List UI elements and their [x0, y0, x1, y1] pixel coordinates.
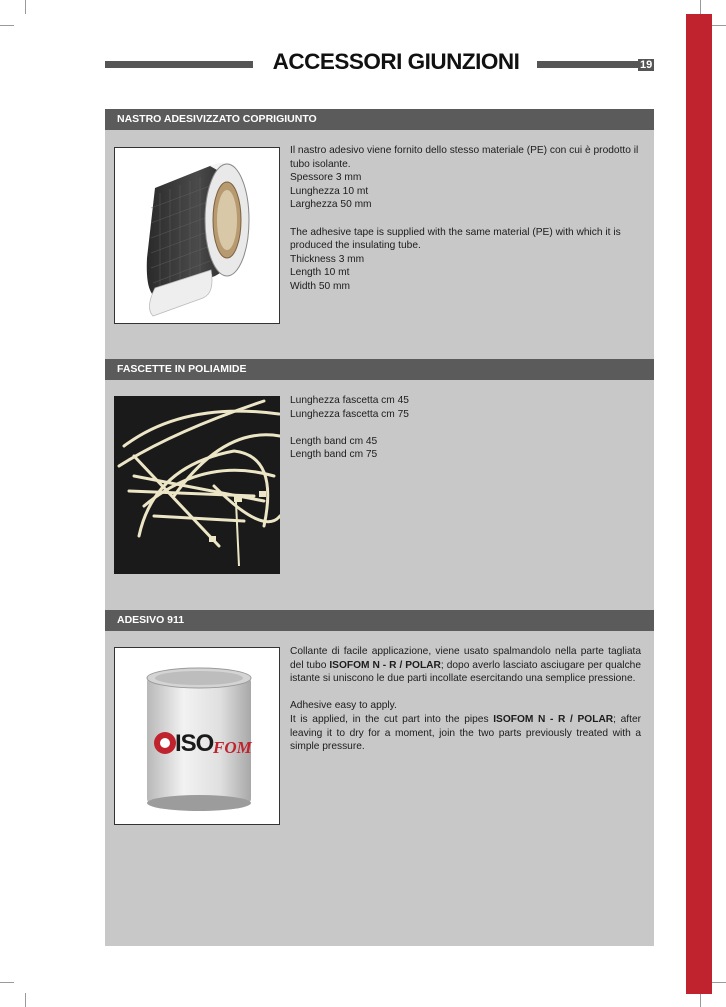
cable-ties-image: [114, 396, 280, 574]
tape-roll-image: [114, 147, 280, 324]
tape-text-en-4: Width 50 mm: [290, 280, 351, 292]
ties-text-en-1: Length band cm 45: [290, 435, 378, 447]
ties-text-en-2: Length band cm 75: [290, 449, 378, 461]
crop-mark: [700, 993, 701, 1007]
tape-text-en-1: The adhesive tape is supplied with the same material (PE) with which it is produced the insulating tube.: [290, 226, 621, 252]
page-title: ACCESSORI GIUNZIONI: [272, 49, 520, 74]
tape-description: [290, 144, 641, 294]
adhesive-text-it: Collante di facile applicazione, viene usato spalmandolo nella parte tagliata del tubo ISOFOM N - R / POLAR; dopo averlo lasciato asciugare per qualche istante si uniscono le due parti incollate esercitando una semplice pressione.: [290, 646, 641, 685]
red-side-band: [686, 14, 712, 994]
cable-ties-icon: [114, 396, 280, 574]
crop-mark: [700, 0, 701, 14]
tape-text-en-2: Thickness 3 mm: [290, 253, 365, 265]
tape-text-it-2: Spessore 3 mm: [290, 172, 362, 184]
crop-mark: [0, 982, 14, 983]
glue-can-image: [114, 647, 280, 825]
section-heading-adhesive: ADESIVO 911: [105, 610, 654, 631]
page-number: 19: [640, 59, 653, 71]
adhesive-description: [290, 645, 641, 754]
adhesive-text-en: It is applied, in the cut part into the pipes ISOFOM N - R / POLAR; after leaving it to dry for a moment, join the two parts previously treated with a simple pressure.: [290, 713, 642, 753]
tape-text-it-1: Il nastro adesivo viene fornito dello stesso materiale (PE) con cui è prodotto il tubo isolante.: [290, 145, 639, 170]
ties-text-it-1: Lunghezza fascetta cm 45: [290, 395, 409, 406]
title-rule-right: [537, 61, 654, 68]
tape-text-en-3: Length 10 mt: [290, 267, 350, 279]
title-rule-left: [105, 61, 253, 68]
can-logo-iso: ISO: [175, 730, 214, 757]
tape-text-it-3: Lunghezza 10 mt: [290, 185, 369, 197]
tape-text-it-4: Larghezza 50 mm: [290, 199, 372, 211]
crop-mark: [25, 993, 26, 1007]
section-heading-tape: NASTRO ADESIVIZZATO COPRIGIUNTO: [105, 109, 654, 130]
crop-mark: [712, 982, 726, 983]
crop-mark: [25, 0, 26, 14]
ties-description: [290, 394, 641, 462]
crop-mark: [712, 25, 726, 26]
ties-text-it-2: Lunghezza fascetta cm 75: [290, 408, 409, 420]
adhesive-text-en-intro: Adhesive easy to apply.: [290, 700, 397, 712]
can-logo-fom: FOM: [213, 738, 252, 757]
tape-roll-icon: [115, 148, 279, 323]
section-heading-ties: FASCETTE IN POLIAMIDE: [105, 359, 654, 380]
crop-mark: [0, 25, 14, 26]
content-panel: [105, 109, 654, 946]
